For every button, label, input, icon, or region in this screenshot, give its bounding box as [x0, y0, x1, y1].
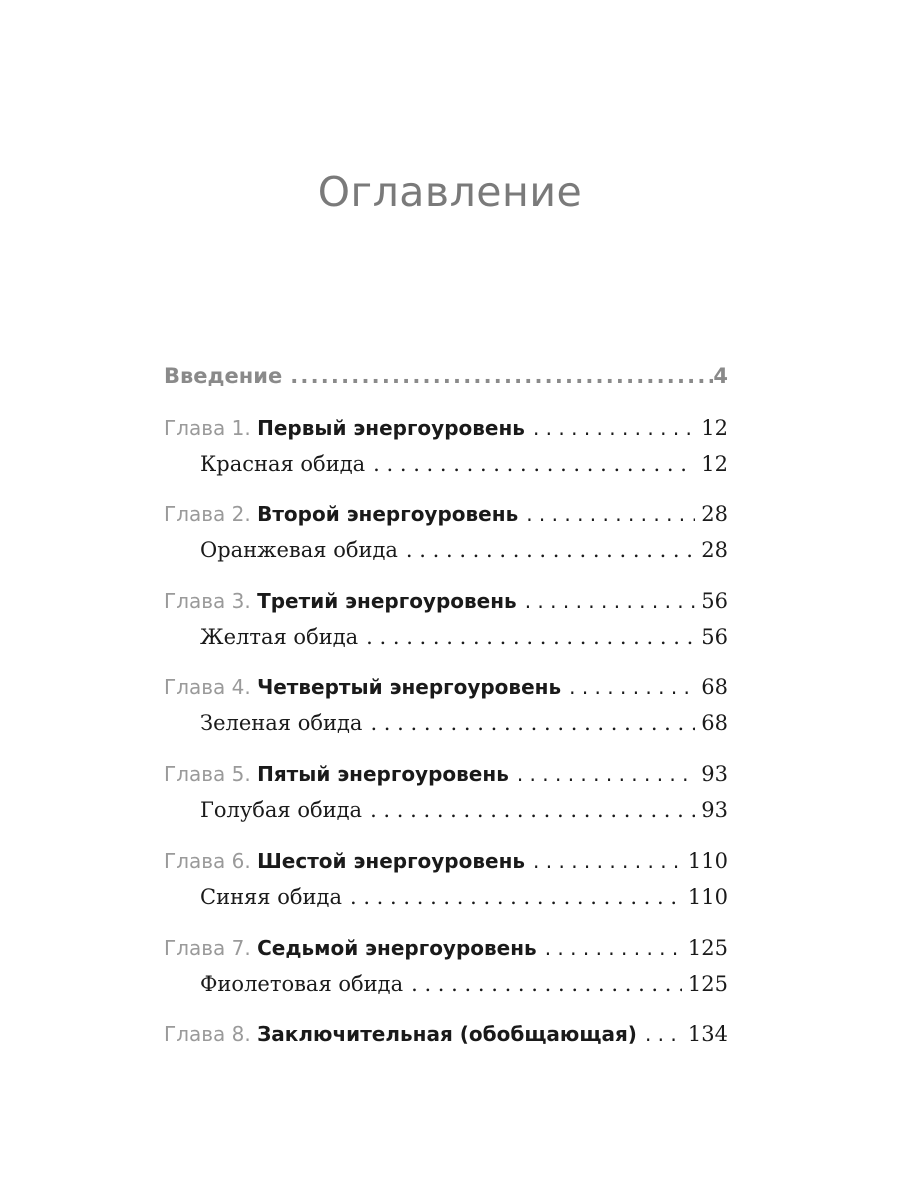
dot-leader: [290, 364, 713, 388]
toc-page-number: 56: [701, 625, 728, 649]
toc-entry-chapter[interactable]: [164, 849, 728, 881]
toc-page-number: 12: [701, 452, 728, 476]
toc-page-number: 68: [701, 711, 728, 735]
chapter-title: Второй энергоуровень: [257, 502, 519, 526]
chapter-number: Глава 8.: [164, 1022, 251, 1046]
dot-leader: [411, 972, 682, 996]
chapter-number: Глава 1.: [164, 416, 251, 440]
toc-page-number: 56: [701, 589, 728, 613]
chapter-number: Глава 7.: [164, 936, 251, 960]
toc-entry-label: Введение: [164, 364, 283, 388]
chapter-number: Глава 3.: [164, 589, 251, 613]
toc-entry-label: [164, 675, 569, 699]
toc-entry-label: [164, 502, 526, 526]
section-title: Голубая обида: [200, 798, 363, 822]
chapter-title: Седьмой энергоуровень: [257, 936, 537, 960]
toc-page-number: 4: [713, 364, 728, 388]
toc-page-number: 125: [687, 936, 728, 960]
toc-entry-chapter[interactable]: [164, 589, 728, 621]
dot-leader: [370, 711, 695, 735]
toc-entry-label: [164, 589, 525, 613]
toc-page-number: 93: [701, 762, 728, 786]
dot-leader: [370, 798, 695, 822]
section-title: Фиолетовая обида: [200, 972, 404, 996]
dot-leader: [373, 452, 695, 476]
chapter-title: Шестой энергоуровень: [257, 849, 526, 873]
chapter-number: Глава 5.: [164, 762, 251, 786]
chapter-title: Первый энергоуровень: [257, 416, 525, 440]
toc-entry-section[interactable]: [200, 452, 728, 484]
section-title: Оранжевая обида: [200, 538, 398, 562]
toc-entry-chapter[interactable]: [164, 762, 728, 794]
toc-page-number: 28: [701, 538, 728, 562]
dot-leader: [533, 416, 695, 440]
dot-leader: [525, 589, 696, 613]
toc-entry-chapter[interactable]: [164, 675, 728, 707]
toc-page-number: 110: [687, 885, 728, 909]
toc-entry-label: [164, 1022, 645, 1046]
dot-leader: [545, 936, 682, 960]
toc-page-number: 12: [701, 416, 728, 440]
section-title: Красная обида: [200, 452, 366, 476]
toc-page-number: 134: [687, 1022, 728, 1046]
chapter-number: Глава 6.: [164, 849, 251, 873]
toc-entry-chapter[interactable]: [164, 502, 728, 534]
toc-entry-section[interactable]: [200, 625, 728, 657]
dot-leader: [645, 1022, 682, 1046]
chapter-number: Глава 4.: [164, 675, 251, 699]
toc-entry-label: [164, 416, 533, 440]
toc-page-number: 28: [701, 502, 728, 526]
chapter-title: Третий энергоуровень: [257, 589, 517, 613]
toc-entry-section[interactable]: [200, 885, 728, 917]
toc-page-number: 68: [701, 675, 728, 699]
toc-entry-label: [164, 762, 517, 786]
dot-leader: [533, 849, 682, 873]
chapter-title: Четвертый энергоуровень: [257, 675, 562, 699]
toc-entry-section[interactable]: [200, 711, 728, 743]
dot-leader: [569, 675, 695, 699]
page-title: Оглавление: [317, 168, 583, 216]
toc-entry-intro[interactable]: [164, 364, 728, 396]
toc-entry-chapter[interactable]: [164, 416, 728, 448]
chapter-title: Пятый энергоуровень: [257, 762, 509, 786]
toc-entry-chapter[interactable]: [164, 936, 728, 968]
toc-entry-section[interactable]: [200, 538, 728, 570]
section-title: Желтая обида: [200, 625, 359, 649]
dot-leader: [350, 885, 682, 909]
toc-page-number: 125: [687, 972, 728, 996]
section-title: Синяя обида: [200, 885, 342, 909]
dot-leader: [517, 762, 695, 786]
toc-entry-section[interactable]: [200, 798, 728, 830]
chapter-title: Заключительная (обобщающая): [257, 1022, 637, 1046]
toc-entry-label: [164, 936, 545, 960]
toc-entry-chapter[interactable]: [164, 1022, 728, 1054]
dot-leader: [406, 538, 695, 562]
dot-leader: [366, 625, 695, 649]
toc-page-number: 93: [701, 798, 728, 822]
chapter-number: Глава 2.: [164, 502, 251, 526]
toc-page-number: 110: [687, 849, 728, 873]
section-title: Зеленая обида: [200, 711, 363, 735]
dot-leader: [526, 502, 695, 526]
toc-entry-label: [164, 849, 533, 873]
toc-entry-section[interactable]: [200, 972, 728, 1004]
